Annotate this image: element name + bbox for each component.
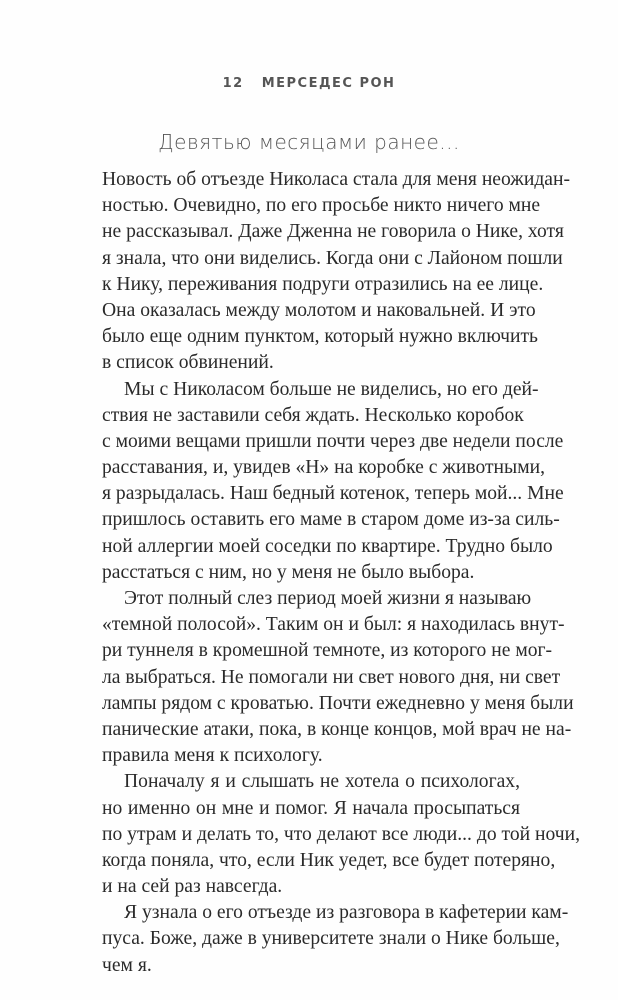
paragraph <box>102 900 569 979</box>
text-line: я знала, что они виделись. Когда они с Лайоном пошли <box>102 247 563 269</box>
text-line: правила меня к психологу. <box>102 745 323 767</box>
chapter-heading: Девятью месяцами ранее... <box>158 130 460 154</box>
text-line: «темной полосой». Таким он и был: я находилась внут- <box>102 614 565 636</box>
author-name: МЕРСЕДЕС РОН <box>261 76 396 91</box>
text-line: чем я. <box>102 954 152 976</box>
text-line: я разрыдалась. Наш бедный котенок, теперь мой... Мне <box>102 483 564 505</box>
text-line: к Нику, переживания подруги отразились на ее лице. <box>102 273 544 295</box>
body-text <box>102 167 581 979</box>
text-line: в список обвинений. <box>102 352 274 374</box>
text-line: Новость об отъезде Николаса стала для меня неожидан- <box>102 169 571 190</box>
paragraph <box>102 769 581 900</box>
text-line: не рассказывал. Даже Дженна не говорила о Нике, хотя <box>102 221 564 243</box>
text-line: с моими вещами пришли почти через две недели после <box>102 430 564 452</box>
text-line: было еще одним пунктом, который нужно включить <box>102 326 538 348</box>
paragraph <box>102 377 564 587</box>
text-line: Я узнала о его отъезде из разговора в кафетерии кам- <box>124 902 569 924</box>
paragraph <box>102 167 571 377</box>
text-line: пуса. Боже, даже в университете знали о Нике больше, <box>102 928 560 950</box>
text-line: ной аллергии моей соседки по квартире. Трудно было <box>102 535 553 557</box>
text-line: и на сей раз навсегда. <box>102 876 283 898</box>
text-line: ри туннеля в кромешной темноте, из которого не мог- <box>102 640 553 662</box>
running-head <box>0 76 618 91</box>
page-number: 12 <box>222 76 244 91</box>
text-line: расстаться с ним, но у меня не было выбора. <box>102 561 475 583</box>
text-line: лампы рядом с кроватью. Почти ежедневно у меня были <box>102 692 574 714</box>
text-line: ностью. Очевидно, по его просьбе никто ничего мне <box>102 195 541 217</box>
text-line: ствия не заставили себя ждать. Несколько коробок <box>102 404 524 426</box>
text-line: но именно он мне и помог. Я начала просыпаться <box>102 797 520 819</box>
paragraph <box>102 586 574 769</box>
text-line: когда поняла, что, если Ник уедет, все будет потеряно, <box>102 849 556 871</box>
text-line: панические атаки, пока, в конце концов, мой врач не на- <box>102 718 572 740</box>
text-line: пришлось оставить его маме в старом доме из-за силь- <box>102 509 560 531</box>
text-line: Этот полный слез период моей жизни я называю <box>124 588 532 609</box>
text-line: расставания, и, увидев «Н» на коробке с животными, <box>102 457 545 479</box>
text-line: Поначалу я и слышать не хотела о психологах, <box>124 771 520 793</box>
text-line: по утрам и делать то, что делают все люди... до той ночи, <box>102 823 581 845</box>
text-line: Мы с Николасом больше не виделись, но его дей- <box>124 378 539 400</box>
text-line: ла выбраться. Не помогали ни свет нового дня, ни свет <box>102 666 561 688</box>
text-line: Она оказалась между молотом и наковальней. И это <box>102 299 536 321</box>
